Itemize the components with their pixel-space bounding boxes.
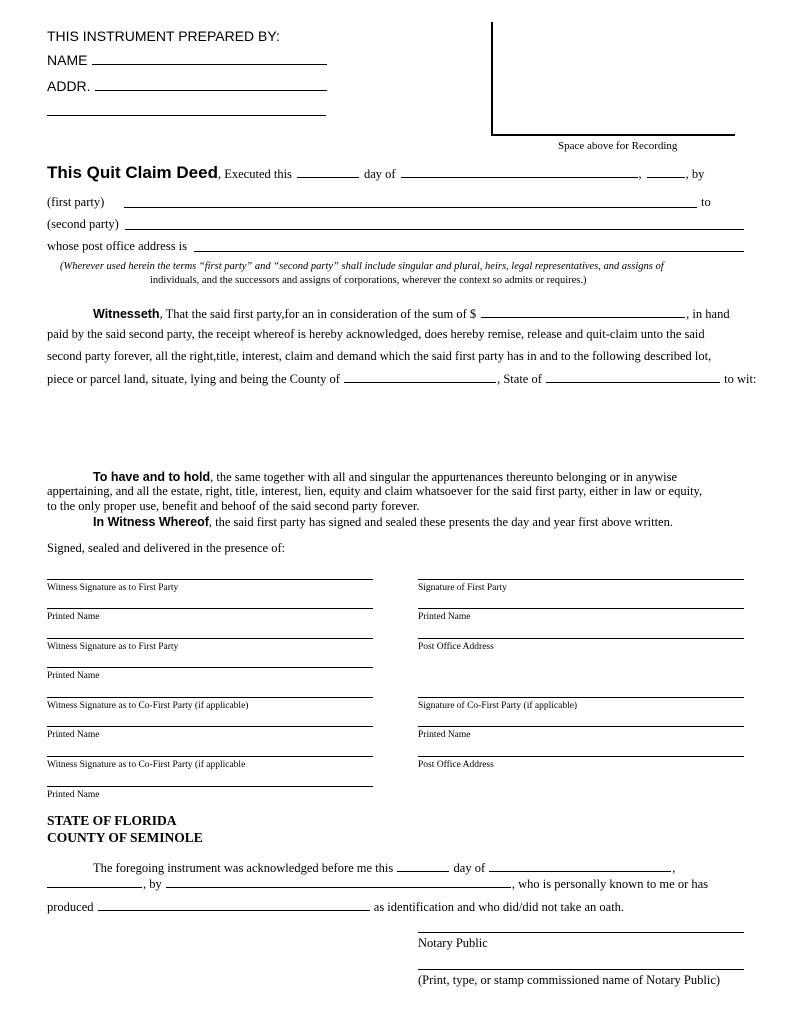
deed-comma: , — [638, 167, 642, 181]
first-party-to: to — [701, 195, 711, 209]
witnesseth-text-a: , That the said first party,for an in consideration of the sum of $ — [159, 307, 477, 321]
executed-month-field[interactable] — [401, 176, 638, 178]
notary-line2-text: , who is personally known to me or has — [511, 877, 709, 891]
co-first-party-signature[interactable] — [418, 697, 744, 711]
co-witness-signature-1[interactable] — [47, 697, 373, 711]
co-witness-signature-2[interactable] — [47, 756, 373, 770]
co-witness-printed-name-1[interactable] — [47, 726, 373, 740]
notary-line1-comma: , — [672, 861, 676, 875]
first-party-post-office[interactable] — [418, 638, 744, 652]
first-party-printed-name[interactable] — [418, 608, 744, 622]
post-office-label: whose post office address is — [47, 239, 188, 253]
preparer-name-label: NAME — [47, 52, 88, 68]
to-wit-text: to wit: — [724, 372, 757, 386]
consideration-amount-field[interactable] — [481, 316, 685, 318]
co-first-party-printed-name-label: Printed Name — [418, 730, 471, 740]
deed-executed-text: , Executed this — [217, 167, 292, 181]
executed-day-field[interactable] — [297, 176, 359, 178]
witnesseth-text-b: , in hand — [686, 307, 730, 321]
in-witness-line — [93, 513, 673, 531]
notary-county: COUNTY OF SEMINOLE — [47, 830, 203, 845]
notary-day-of-text: day of — [453, 861, 486, 875]
first-party-signature-label: Signature of First Party — [418, 583, 507, 593]
habendum-heading: To have and to hold — [93, 470, 211, 484]
definition-line2: individuals, and the successors and assigns of corporations, wherever the context so admits or requires.) — [150, 275, 587, 286]
notary-year-field[interactable] — [47, 886, 142, 888]
first-party-label: (first party) — [47, 195, 105, 209]
witness-printed-name-2[interactable] — [47, 667, 373, 681]
preparer-name-field[interactable] — [92, 63, 327, 65]
witnesseth-line2: paid by the said second party, the receipt whereof is hereby acknowledged, does hereby remise, release and quit-claim unto the said — [47, 327, 705, 341]
habendum-line2: appertaining, and all the estate, right, title, interest, lien, equity and claim whatsoever for the said first party, either in law or equity, — [47, 484, 703, 498]
first-party-printed-name-label: Printed Name — [418, 612, 471, 622]
habendum-text: , the same together with all and singular the appurtenances thereunto belonging or in anywise — [210, 470, 678, 484]
notary-day-field[interactable] — [397, 870, 449, 872]
first-party-field[interactable] — [124, 207, 697, 208]
second-party-field[interactable] — [125, 229, 744, 230]
county-text: piece or parcel land, situate, lying and being the County of — [47, 372, 340, 386]
co-first-party-post-office-label: Post Office Address — [418, 760, 494, 770]
notary-commission-label: (Print, type, or stamp commissioned name of Notary Public) — [418, 973, 721, 987]
co-witness-signature-2-label: Witness Signature as to Co-First Party (if applicable — [47, 760, 246, 770]
co-first-party-printed-name[interactable] — [418, 726, 744, 740]
witness-printed-name-1-label: Printed Name — [47, 612, 100, 622]
state-text: , State of — [497, 372, 542, 386]
definition-line1: (Wherever used herein the terms “first party” and “second party” shall include singular and plural, heirs, legal representatives, and assigns of — [60, 261, 664, 272]
notary-line2 — [47, 877, 708, 892]
signed-text: Signed, sealed and delivered in the presence of: — [47, 541, 286, 555]
recording-box — [491, 22, 735, 136]
witness-signature-1-label: Witness Signature as to First Party — [47, 583, 179, 593]
witness-printed-name-1[interactable] — [47, 608, 373, 622]
in-witness-text: , the said first party has signed and sealed these presents the day and year first above written. — [208, 515, 673, 529]
co-witness-printed-name-2-label: Printed Name — [47, 790, 100, 800]
witness-signature-2[interactable] — [47, 638, 373, 652]
co-witness-signature-1-label: Witness Signature as to Co-First Party (if applicable) — [47, 701, 249, 711]
notary-line1-text: The foregoing instrument was acknowledged before me this — [93, 861, 394, 875]
preparer-addr-label: ADDR. — [47, 78, 91, 94]
witnesseth-line3: second party forever, all the right,title, interest, claim and demand which the said first party has in and to the following described lot, — [47, 349, 712, 363]
preparer-addr-field[interactable] — [95, 89, 327, 91]
notary-produced-text: produced — [47, 900, 94, 914]
co-witness-printed-name-1-label: Printed Name — [47, 730, 100, 740]
first-party-signature[interactable] — [418, 579, 744, 593]
notary-commission-line[interactable] — [418, 969, 744, 970]
deed-title: This Quit Claim Deed — [47, 163, 218, 182]
preparer-addr-line2[interactable] — [47, 115, 326, 116]
habendum-line3: to the only proper use, benefit and behoof of the said second party forever. — [47, 499, 420, 513]
witness-printed-name-2-label: Printed Name — [47, 671, 100, 681]
deed-by-text: , by — [685, 167, 705, 181]
preparer-title: THIS INSTRUMENT PREPARED BY: — [47, 28, 280, 44]
notary-line1 — [93, 861, 675, 876]
witnesseth-heading: Witnesseth — [93, 307, 160, 321]
notary-identification-field[interactable] — [98, 909, 370, 911]
notary-signature-line[interactable] — [418, 932, 744, 933]
witness-signature-2-label: Witness Signature as to First Party — [47, 642, 179, 652]
second-party-label: (second party) — [47, 217, 119, 231]
preparer-name-row — [47, 52, 328, 68]
preparer-addr-row — [47, 78, 328, 94]
deed-day-of-text: day of — [363, 167, 396, 181]
notary-month-field[interactable] — [489, 870, 671, 872]
executed-year-field[interactable] — [647, 176, 685, 178]
co-first-party-post-office[interactable] — [418, 756, 744, 770]
state-field[interactable] — [546, 381, 720, 383]
notary-public-label: Notary Public — [418, 936, 488, 950]
notary-line3 — [47, 900, 624, 915]
notary-person-field[interactable] — [166, 886, 511, 888]
notary-by-text: , by — [143, 877, 162, 891]
in-witness-heading: In Witness Whereof — [93, 515, 209, 529]
witnesseth-line1 — [93, 305, 730, 323]
first-party-post-office-label: Post Office Address — [418, 642, 494, 652]
notary-state: STATE OF FLORIDA — [47, 813, 177, 828]
post-office-field[interactable] — [194, 251, 744, 252]
county-field[interactable] — [344, 381, 496, 383]
co-witness-printed-name-2[interactable] — [47, 786, 373, 800]
witnesseth-line4 — [47, 372, 756, 387]
recording-label: Space above for Recording — [558, 140, 678, 152]
witness-signature-1[interactable] — [47, 579, 373, 593]
deed-title-line — [47, 163, 704, 183]
co-first-party-signature-label: Signature of Co-First Party (if applicable) — [418, 701, 578, 711]
notary-line3-text: as identification and who did/did not take an oath. — [373, 900, 625, 914]
